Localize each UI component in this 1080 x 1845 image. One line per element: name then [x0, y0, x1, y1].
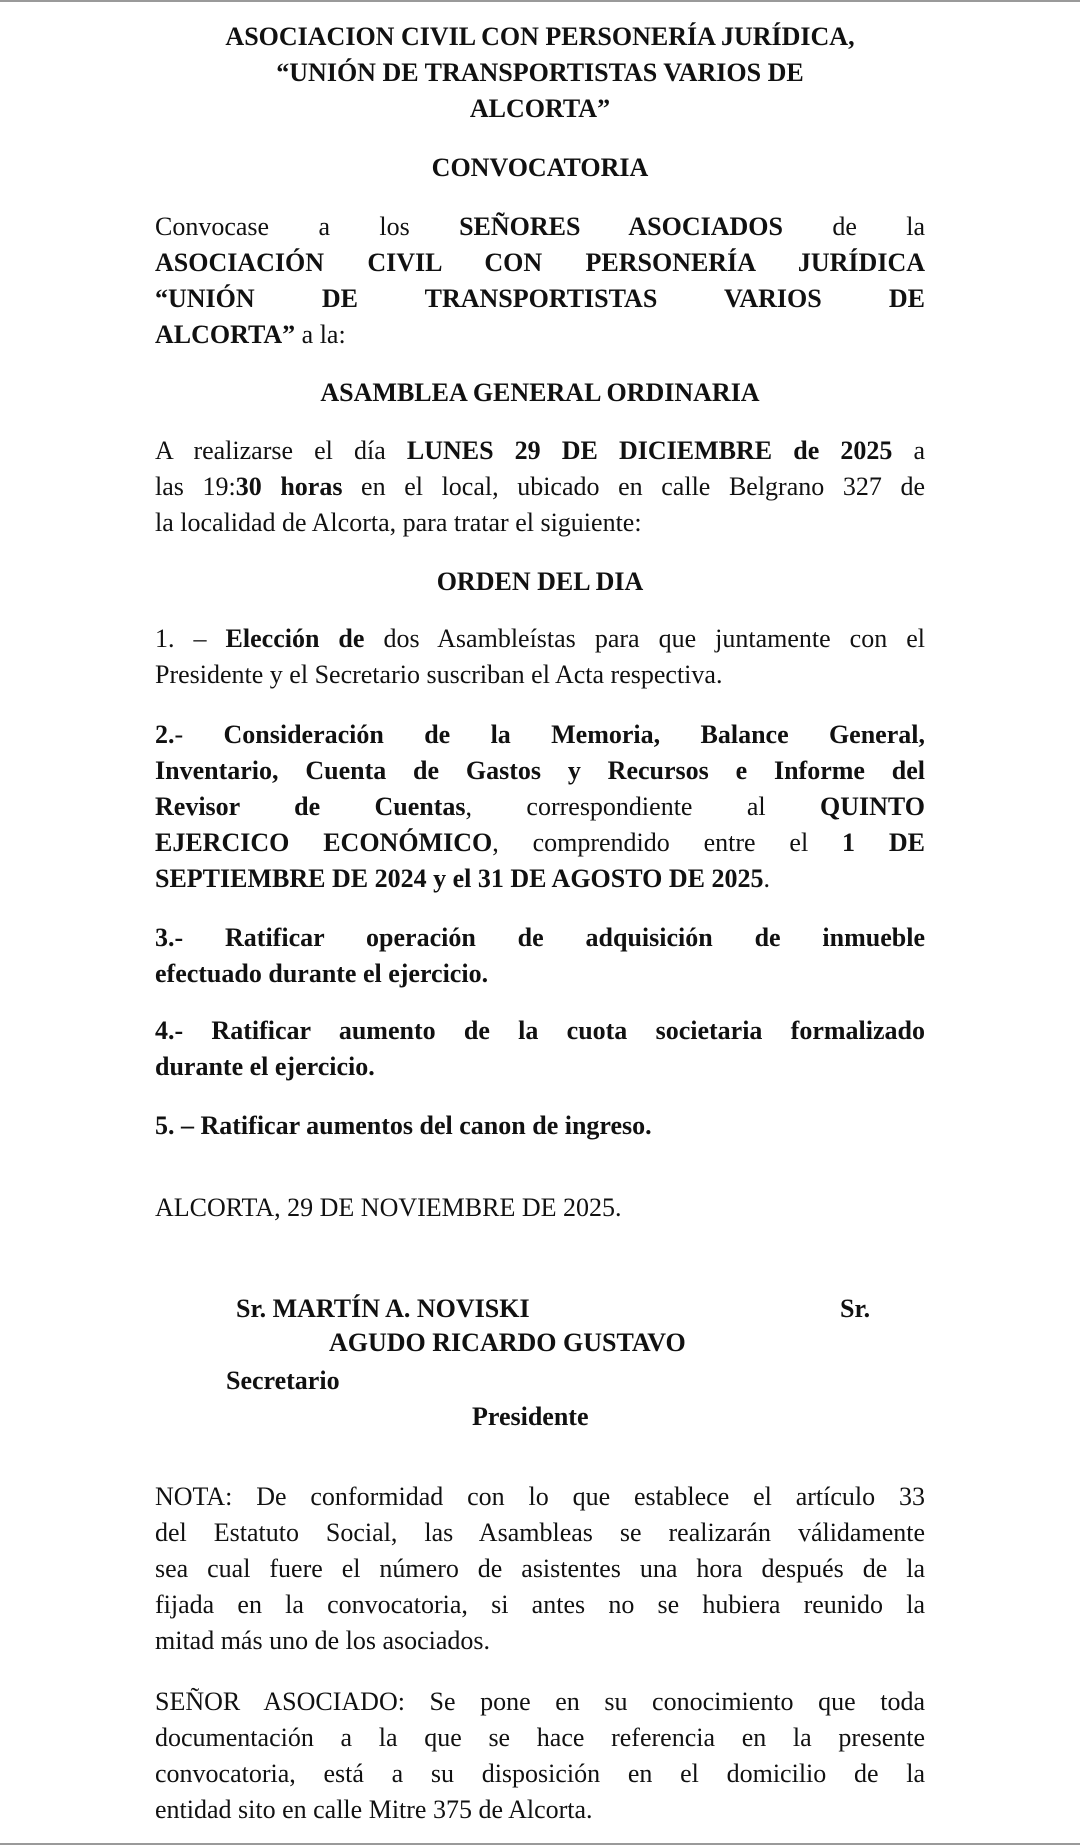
place-date: ALCORTA, 29 DE NOVIEMBRE DE 2025. [155, 1193, 622, 1222]
text-line [155, 1049, 925, 1085]
bold-text: LUNES 29 DE DICIEMBRE de 2025 [406, 436, 893, 465]
text-line [155, 956, 925, 992]
text-line [155, 1720, 925, 1756]
title-line: ALCORTA” [469, 94, 611, 123]
text: convocatoria, está a su disposición en el domicilio de la [155, 1759, 925, 1788]
bold-text: 2. [155, 720, 175, 749]
agenda-item-3 [155, 920, 925, 992]
text-line [155, 1108, 925, 1144]
agenda-item-1 [155, 621, 925, 693]
text: fijada en la convocatoria, si antes no se hubiera reunido la [155, 1590, 925, 1619]
note-paragraph [155, 1479, 925, 1659]
text: entidad sito en calle Mitre 375 de Alcorta. [155, 1795, 593, 1824]
text: a la: [295, 320, 346, 349]
text: a [892, 436, 925, 465]
agenda-item-5 [155, 1108, 925, 1144]
text: 1. – [155, 624, 226, 653]
text-line [155, 1623, 925, 1659]
convocatoria-heading: CONVOCATORIA [431, 153, 649, 182]
text: , comprendido entre el [492, 828, 843, 857]
text: SEÑOR ASOCIADO: Se pone en su conocimiento que toda [155, 1687, 925, 1716]
top-border [0, 0, 1080, 2]
bold-text: EJERCICO ECONÓMICO [155, 828, 493, 857]
text: NOTA: De conformidad con lo que establece el artículo 33 [155, 1482, 925, 1511]
bold-text: 30 horas [235, 472, 343, 501]
bold-text: 3.- Ratificar operación de adquisición de inmueble [155, 923, 925, 952]
text-line [155, 245, 925, 281]
text: de la [782, 212, 925, 241]
intro-paragraph [155, 209, 925, 353]
bold-text: QUINTO [820, 792, 925, 821]
president-prefix: Sr. [840, 1294, 871, 1323]
text-line [155, 825, 925, 861]
bold-text: Revisor de Cuentas [155, 792, 466, 821]
text-line [155, 1792, 925, 1828]
bold-text: efectuado durante el ejercicio. [155, 959, 489, 988]
text: la localidad de Alcorta, para tratar el siguiente: [155, 508, 642, 537]
text: - [174, 720, 224, 749]
notice-paragraph [155, 1684, 925, 1828]
bold-text: SEPTIEMBRE DE 2024 y el 31 DE AGOSTO DE 2025 [155, 864, 764, 893]
secretary-role: Secretario [226, 1366, 340, 1395]
text-line [155, 469, 925, 505]
text-line [155, 717, 925, 753]
text: Presidente y el Secretario suscriban el Acta respectiva. [155, 660, 723, 689]
bold-text: SEÑORES ASOCIADOS [459, 212, 783, 241]
bold-text: Elección de [225, 624, 365, 653]
assembly-heading: ASAMBLEA GENERAL ORDINARIA [320, 378, 760, 407]
text-line [155, 1587, 925, 1623]
bold-text: ASOCIACIÓN CIVIL CON PERSONERÍA JURÍDICA [155, 248, 925, 277]
bold-text: “UNIÓN DE TRANSPORTISTAS VARIOS DE [155, 284, 925, 313]
text: mitad más uno de los asociados. [155, 1626, 491, 1655]
title-line: “UNIÓN DE TRANSPORTISTAS VARIOS DE [276, 58, 804, 87]
text: . [763, 864, 770, 893]
details-paragraph [155, 433, 925, 541]
text-line [155, 920, 925, 956]
agenda-item-4 [155, 1013, 925, 1085]
text-line [155, 505, 925, 541]
bold-text: durante el ejercicio. [155, 1052, 375, 1081]
text: dos Asambleístas para que juntamente con el [364, 624, 925, 653]
president-role: Presidente [472, 1402, 589, 1431]
secretary-name: Sr. MARTÍN A. NOVISKI [236, 1294, 530, 1323]
bold-text: Inventario, Cuenta de Gastos y Recursos e Informe del [155, 756, 925, 785]
text-line [155, 1013, 925, 1049]
text-line [155, 1756, 925, 1792]
text-line [155, 433, 925, 469]
text-line [155, 317, 925, 353]
text: A realizarse el día [155, 436, 407, 465]
text-line [155, 657, 925, 693]
agenda-item-2 [155, 717, 925, 897]
text-line [155, 209, 925, 245]
text-line [155, 753, 925, 789]
bold-text: ALCORTA” [155, 320, 296, 349]
document-title [155, 19, 925, 127]
bold-text: 5. – Ratificar aumentos del canon de ingreso. [155, 1111, 652, 1140]
text: sea cual fuere el número de asistentes una hora después de la [155, 1554, 925, 1583]
bold-text: 4.- Ratificar aumento de la cuota societaria formalizado [155, 1016, 925, 1045]
text: Convocase a los [155, 212, 460, 241]
text-line [155, 1684, 925, 1720]
bold-text: 1 DE [842, 828, 925, 857]
text: documentación a la que se hace referencia en la presente [155, 1723, 925, 1752]
text: , correspondiente al [465, 792, 820, 821]
text-line [155, 789, 925, 825]
text: las 19: [155, 472, 236, 501]
title-line: ASOCIACION CIVIL CON PERSONERÍA JURÍDICA, [225, 22, 855, 51]
text-line [155, 1551, 925, 1587]
text-line [155, 621, 925, 657]
text-line [155, 861, 925, 897]
text: en el local, ubicado en calle Belgrano 327 de [342, 472, 925, 501]
bold-text: Consideración de la Memoria, Balance General, [223, 720, 925, 749]
agenda-heading: ORDEN DEL DIA [436, 567, 644, 596]
text: del Estatuto Social, las Asambleas se realizarán válidamente [155, 1518, 925, 1547]
text-line [155, 281, 925, 317]
text-line [155, 1479, 925, 1515]
president-name: AGUDO RICARDO GUSTAVO [329, 1328, 686, 1357]
text-line [155, 1515, 925, 1551]
